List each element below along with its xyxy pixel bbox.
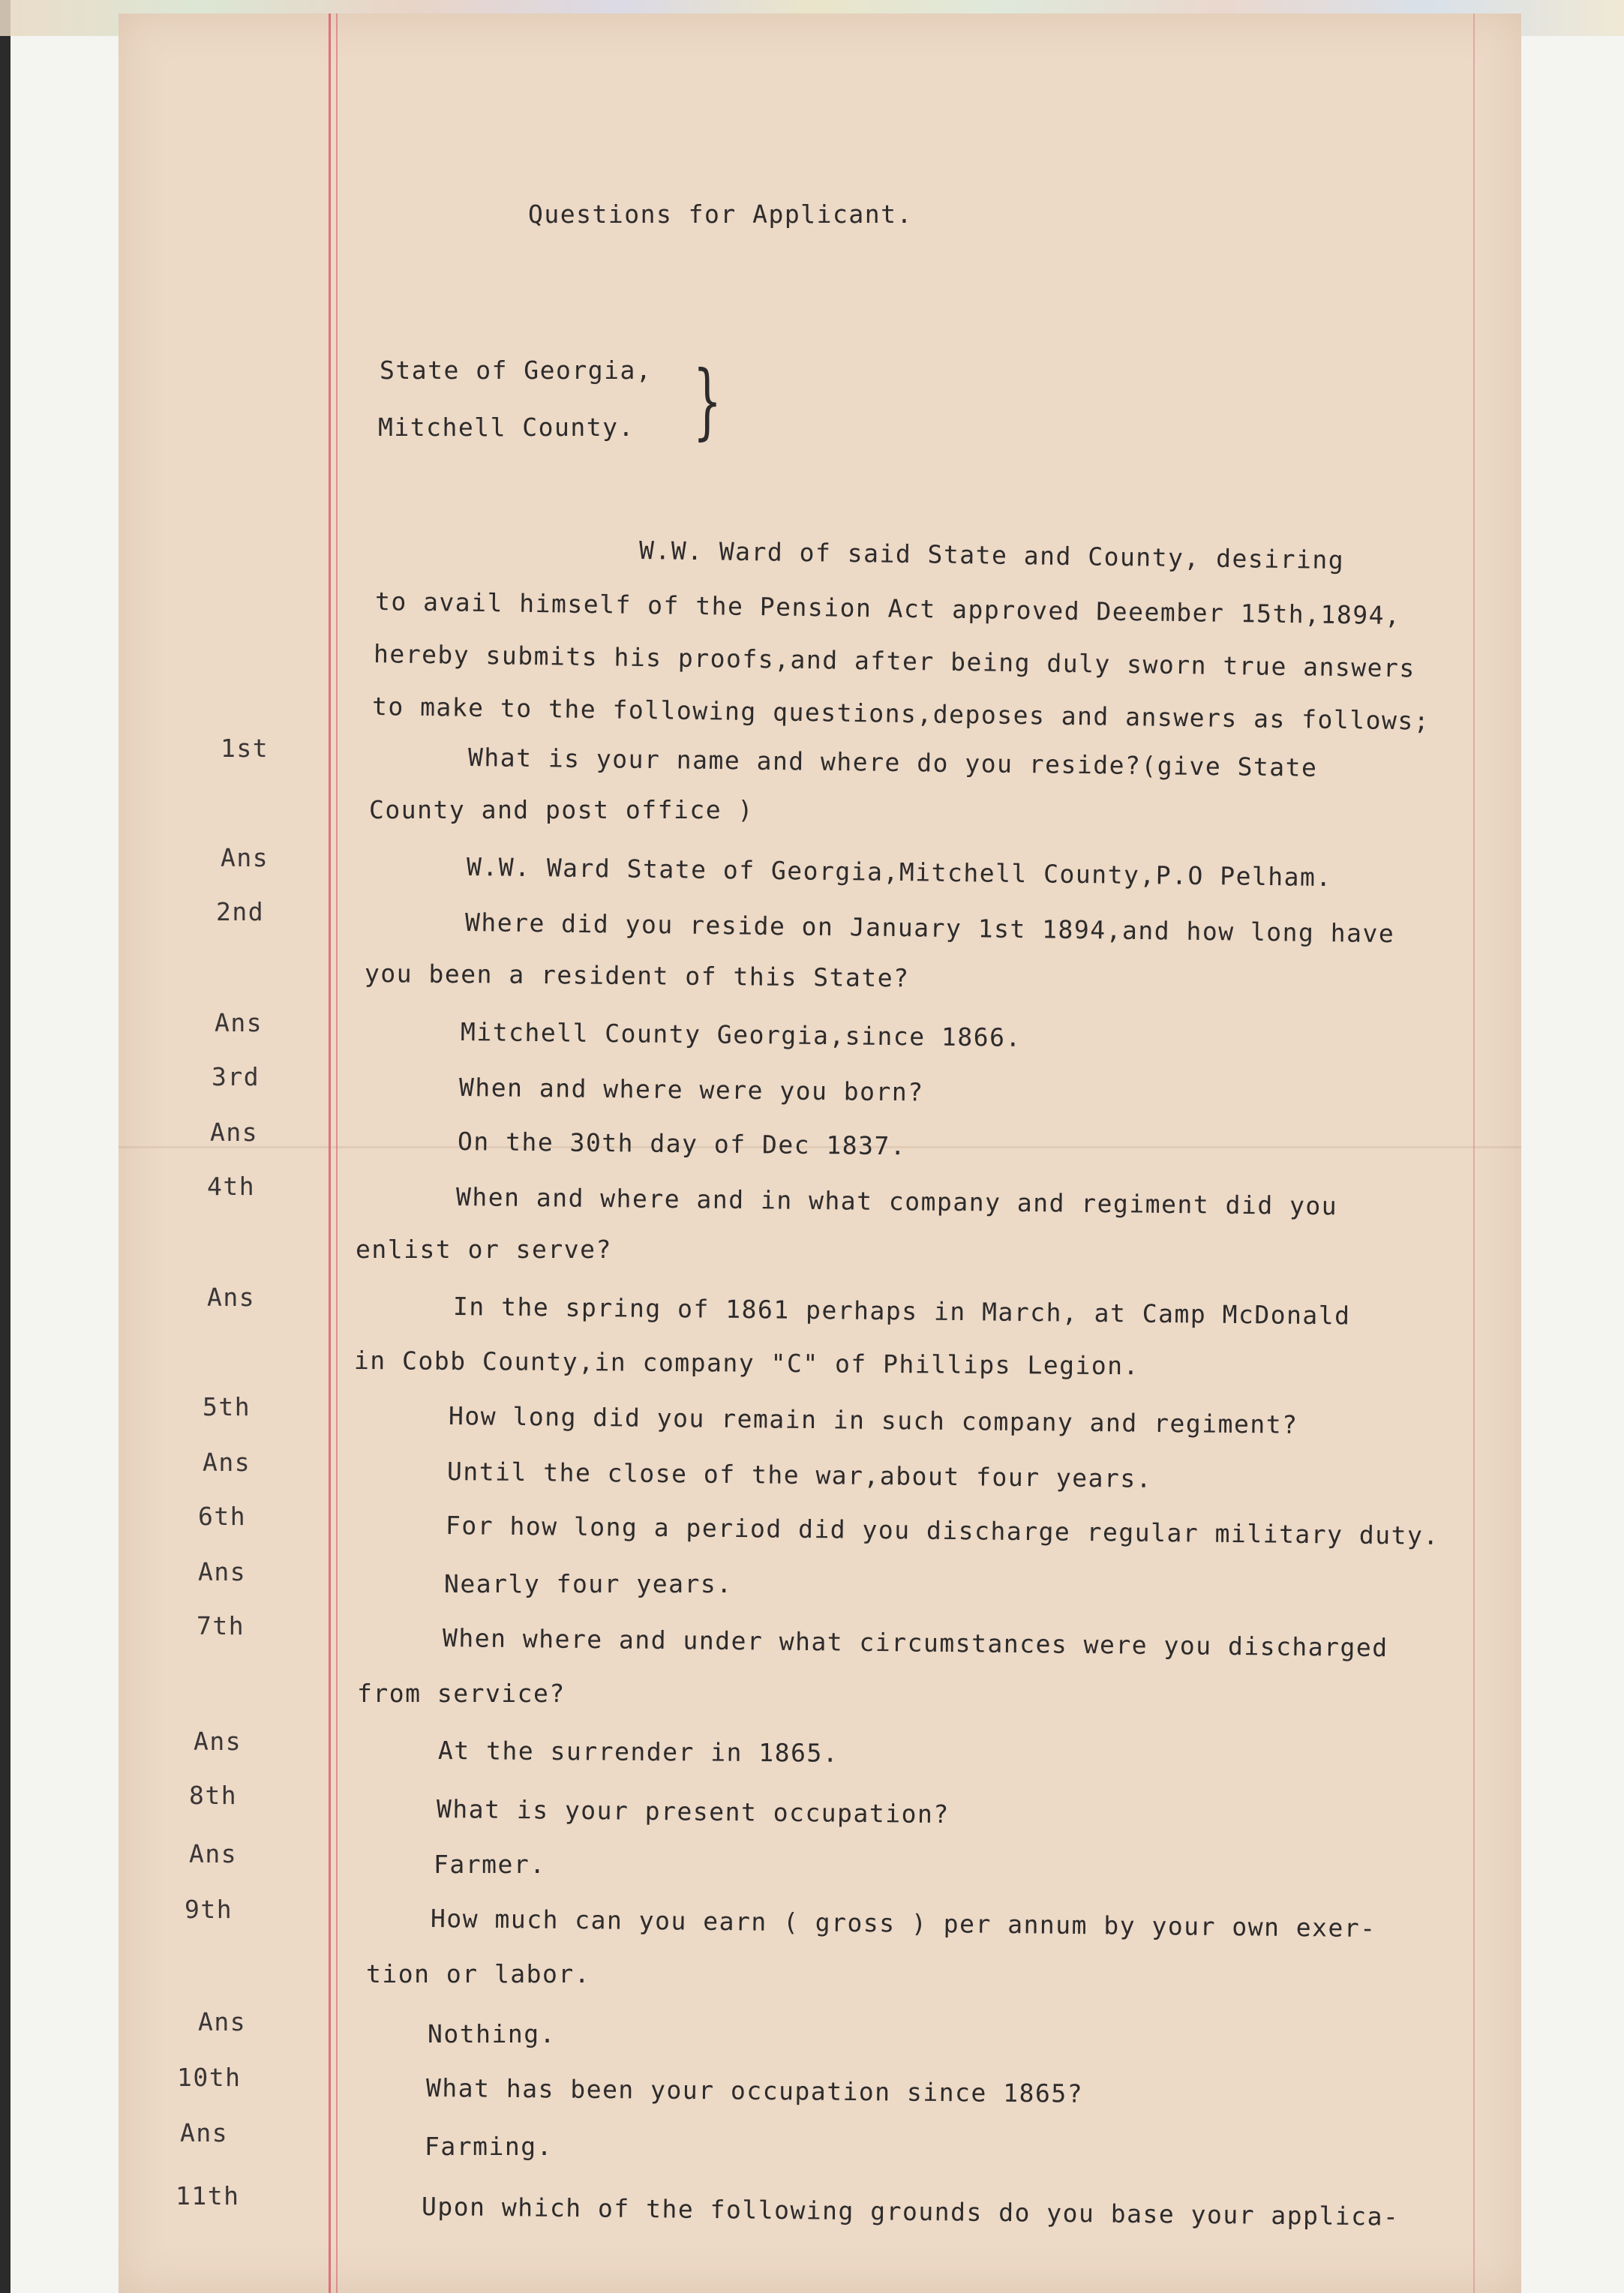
venue-county: Mitchell County. (378, 413, 635, 442)
answer-line: At the surrender in 1865. (437, 1736, 839, 1768)
answer-line: Farming. (425, 2132, 553, 2161)
question-number: 3rd (212, 1062, 260, 1091)
answer-label: Ans (194, 1727, 242, 1756)
question-number: 7th (197, 1611, 245, 1640)
question-line: When and where and in what company and regiment did you (455, 1182, 1338, 1221)
answer-label: Ans (215, 1008, 263, 1037)
answer-line: W.W. Ward State of Georgia,Mitchell County,P.O Pelham. (466, 852, 1333, 893)
right-rule (1473, 14, 1475, 2293)
answer-label: Ans (221, 843, 269, 872)
question-number: 11th (176, 2181, 240, 2210)
brace-mark: } (692, 353, 722, 449)
question-number: 9th (185, 1895, 233, 1924)
answer-line: Mitchell County Georgia,since 1866. (460, 1017, 1022, 1052)
answer-line: Nearly four years. (444, 1569, 733, 1598)
question-line: tion or labor. (366, 1959, 591, 1988)
question-line: County and post office ) (369, 795, 754, 824)
margin-rule-inner (336, 14, 338, 2293)
intro-line-2: to avail himself of the Pension Act approved Deeember 15th,1894, (374, 587, 1401, 631)
answer-line: Until the close of the war,about four years. (446, 1457, 1153, 1493)
venue-state: State of Georgia, (380, 356, 653, 385)
answer-line: On the 30th day of Dec 1837. (457, 1127, 907, 1161)
answer-line: Nothing. (428, 2019, 556, 2048)
answer-label: Ans (180, 2118, 229, 2147)
answer-label: Ans (198, 2007, 247, 2036)
question-line: For how long a period did you discharge regular military duty. (445, 1511, 1439, 1550)
question-line: When where and under what circumstances were you discharged (442, 1623, 1388, 1663)
document-title: Questions for Applicant. (528, 200, 913, 229)
question-number: 4th (207, 1172, 256, 1201)
margin-rule (329, 14, 331, 2293)
answer-line: Farmer. (434, 1850, 546, 1879)
answer-label: Ans (198, 1557, 247, 1586)
question-line: When and where were you born? (458, 1073, 924, 1107)
question-number: 10th (177, 2063, 242, 2092)
question-line: Where did you reside on January 1st 1894,and how long have (464, 908, 1395, 949)
scanner-edge (0, 0, 11, 2293)
question-number: 5th (203, 1392, 251, 1421)
question-line: you been a resident of this State? (364, 959, 910, 993)
question-line: What is your present occupation? (436, 1794, 950, 1829)
intro-line-4: to make to the following questions,deposes and answers as follows; (371, 692, 1430, 736)
question-number: 2nd (216, 897, 265, 926)
question-line: How long did you remain in such company and regiment? (448, 1401, 1298, 1439)
answer-line: In the spring of 1861 perhaps in March, at Camp McDonald (452, 1292, 1351, 1331)
question-number: 8th (189, 1781, 238, 1810)
question-line: What has been your occupation since 1865? (425, 2073, 1084, 2108)
answer-label: Ans (210, 1118, 259, 1147)
answer-label: Ans (203, 1448, 251, 1477)
question-line: How much can you earn ( gross ) per annum by your own exer- (430, 1904, 1376, 1943)
answer-label: Ans (189, 1839, 238, 1868)
question-line: from service? (357, 1679, 566, 1708)
question-line: What is your name and where do you reside?(give State (467, 743, 1318, 782)
question-number: 1st (221, 734, 269, 763)
answer-line: in Cobb County,in company "C" of Phillips Legion. (353, 1346, 1140, 1381)
answer-label: Ans (207, 1283, 256, 1312)
intro-line-3: hereby submits his proofs,and after being duly sworn true answers (373, 639, 1416, 683)
question-line: Upon which of the following grounds do you base your applica- (421, 2192, 1400, 2231)
intro-line-1: W.W. Ward of said State and County, desiring (638, 536, 1345, 575)
question-number: 6th (198, 1502, 247, 1531)
question-line: enlist or serve? (356, 1235, 612, 1264)
